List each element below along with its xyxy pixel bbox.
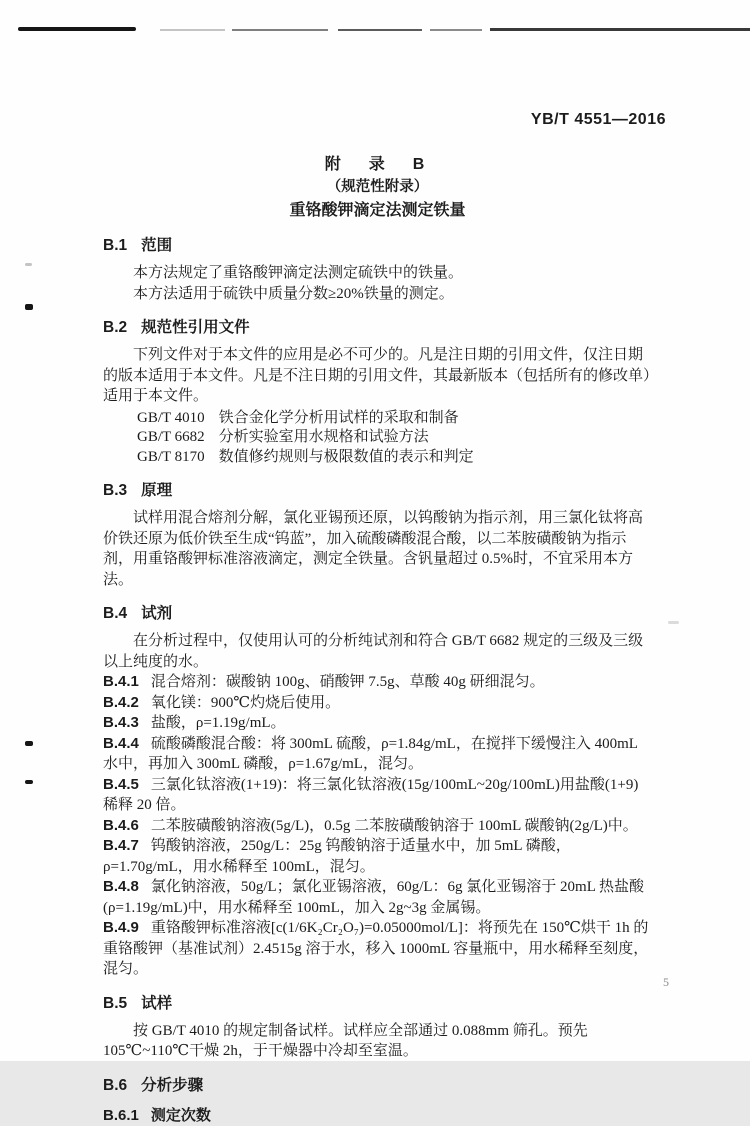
section-number: B.4: [103, 605, 127, 622]
reference-name: 分析实验室用水规格和试验方法: [219, 429, 429, 445]
reagent-item: [103, 918, 652, 980]
item-number: B.4.8: [103, 878, 139, 895]
section-heading-b2: [103, 317, 652, 338]
section-number: B.5: [103, 995, 127, 1012]
section-heading-b1: [103, 235, 652, 256]
section-heading-b5: [103, 993, 652, 1014]
subsection-heading-b61: [103, 1106, 652, 1126]
appendix-label: 附 录 B: [103, 153, 652, 176]
reference-name: 数值修约规则与极限数值的表示和判定: [219, 449, 474, 465]
reference-code: GB/T 6682: [137, 429, 205, 445]
item-text: 三氯化钛溶液(1+19)：将三氯化钛溶液(15g/100mL~20g/100mL)用盐酸(1+9)稀释 20 倍。: [103, 777, 638, 814]
reagent-item: [103, 672, 652, 693]
item-number: B.4.6: [103, 817, 139, 834]
scan-artifact-speck: [25, 780, 33, 784]
reference-item: [137, 409, 652, 429]
section-number: B.1: [103, 237, 127, 254]
section-title: 试样: [141, 995, 172, 1012]
reagent-item: [103, 836, 652, 877]
item-text: 重铬酸钾标准溶液[c(1/6K₂Cr₂O₇)=0.05000mol/L]：将预先在 150℃烘干 1h 的重铬酸钾（基准试剂）2.4515g 溶于水，移入 1000mL 容量瓶中，用水稀释至刻度，混匀。: [103, 920, 648, 977]
section-title: 范围: [141, 237, 172, 254]
item-number: B.6.1: [103, 1107, 139, 1124]
reagent-item: [103, 816, 652, 837]
reagent-item: [103, 713, 652, 734]
section-title: 试剂: [141, 605, 172, 622]
item-text: 盐酸，ρ=1.19g/mL。: [151, 715, 286, 731]
document-content: [103, 0, 652, 1126]
item-text: 钨酸钠溶液，250g/L：25g 钨酸钠溶于适量水中，加 5mL 磷酸，ρ=1.70g/mL，用水稀释至 100mL，混匀。: [103, 838, 571, 875]
reagent-item: [103, 877, 652, 918]
section-number: B.2: [103, 319, 127, 336]
scan-artifact-speck: [668, 621, 679, 624]
item-number: B.4.3: [103, 714, 139, 731]
section-title: 分析步骤: [141, 1077, 203, 1094]
reference-code: GB/T 4010: [137, 410, 205, 426]
normative-references-list: [103, 409, 652, 468]
item-number: B.4.9: [103, 919, 139, 936]
appendix-heading: 重铬酸钾滴定法测定铁量: [103, 199, 652, 222]
section-number: B.3: [103, 482, 127, 499]
paragraph: 在分析过程中，仅使用认可的分析纯试剂和符合 GB/T 6682 规定的三级及三级以上纯度的水。: [103, 631, 652, 672]
item-number: B.4.1: [103, 673, 139, 690]
paragraph: 按 GB/T 4010 的规定制备试样。试样应全部通过 0.088mm 筛孔。预先 105℃~110℃干燥 2h，于干燥器中冷却至室温。: [103, 1021, 652, 1062]
item-number: B.4.5: [103, 776, 139, 793]
item-text: 二苯胺磺酸钠溶液(5g/L)，0.5g 二苯胺磺酸钠溶于 100mL 碳酸钠(2g/L)中。: [151, 818, 638, 834]
section-number: B.6: [103, 1077, 127, 1094]
reference-item: [137, 428, 652, 448]
item-number: B.4.7: [103, 837, 139, 854]
item-number: B.4.2: [103, 694, 139, 711]
standard-code: YB/T 4551—2016: [531, 111, 666, 129]
scan-artifact-speck: [25, 263, 32, 266]
reagent-item: [103, 775, 652, 816]
reagent-item: [103, 693, 652, 714]
subsection-title: 测定次数: [151, 1107, 211, 1124]
item-number: B.4.4: [103, 735, 139, 752]
paragraph: 试样用混合熔剂分解，氯化亚锡预还原，以钨酸钠为指示剂，用三氯化钛将高价铁还原为低价铁至生成“钨蓝”，加入硫酸磷酸混合酸，以二苯胺磺酸钠为指示剂，用重铬酸钾标准溶液滴定，测定全铁量。含钒量超过 0.5%时，不宜采用本方法。: [103, 508, 652, 590]
scan-artifact-speck: [25, 741, 33, 746]
appendix-type: （规范性附录）: [103, 176, 652, 199]
section-heading-b3: [103, 480, 652, 501]
paragraph: 本方法适用于硫铁中质量分数≥20%铁量的测定。: [103, 284, 652, 305]
item-text: 硫酸磷酸混合酸：将 300mL 硫酸，ρ=1.84g/mL，在搅拌下缓慢注入 400mL 水中，再加入 300mL 磷酸，ρ=1.67g/mL，混匀。: [103, 736, 637, 773]
reference-name: 铁合金化学分析用试样的采取和制备: [219, 410, 459, 426]
section-title: 原理: [141, 482, 172, 499]
paragraph: 下列文件对于本文件的应用是必不可少的。凡是注日期的引用文件，仅注日期的版本适用于本文件。凡是不注日期的引用文件，其最新版本（包括所有的修改单）适用于本文件。: [103, 345, 652, 407]
section-heading-b4: [103, 603, 652, 624]
item-text: 混合熔剂：碳酸钠 100g、硝酸钾 7.5g、草酸 40g 研细混匀。: [151, 674, 545, 690]
appendix-title-block: [103, 153, 652, 222]
item-text: 氯化钠溶液，50g/L；氯化亚锡溶液，60g/L：6g 氯化亚锡溶于 20mL 热盐酸(ρ=1.19g/mL)中，用水稀释至 100mL，加入 2g~3g 金属锡。: [103, 879, 644, 916]
reagent-item: [103, 734, 652, 775]
scan-artifact-speck: [25, 304, 33, 310]
item-text: 氧化镁：900℃灼烧后使用。: [151, 695, 340, 711]
paragraph: 本方法规定了重铬酸钾滴定法测定硫铁中的铁量。: [103, 263, 652, 284]
reference-code: GB/T 8170: [137, 449, 205, 465]
page-number: 5: [663, 975, 669, 990]
section-title: 规范性引用文件: [141, 319, 250, 336]
reference-item: [137, 448, 652, 468]
section-heading-b6: [103, 1075, 652, 1096]
